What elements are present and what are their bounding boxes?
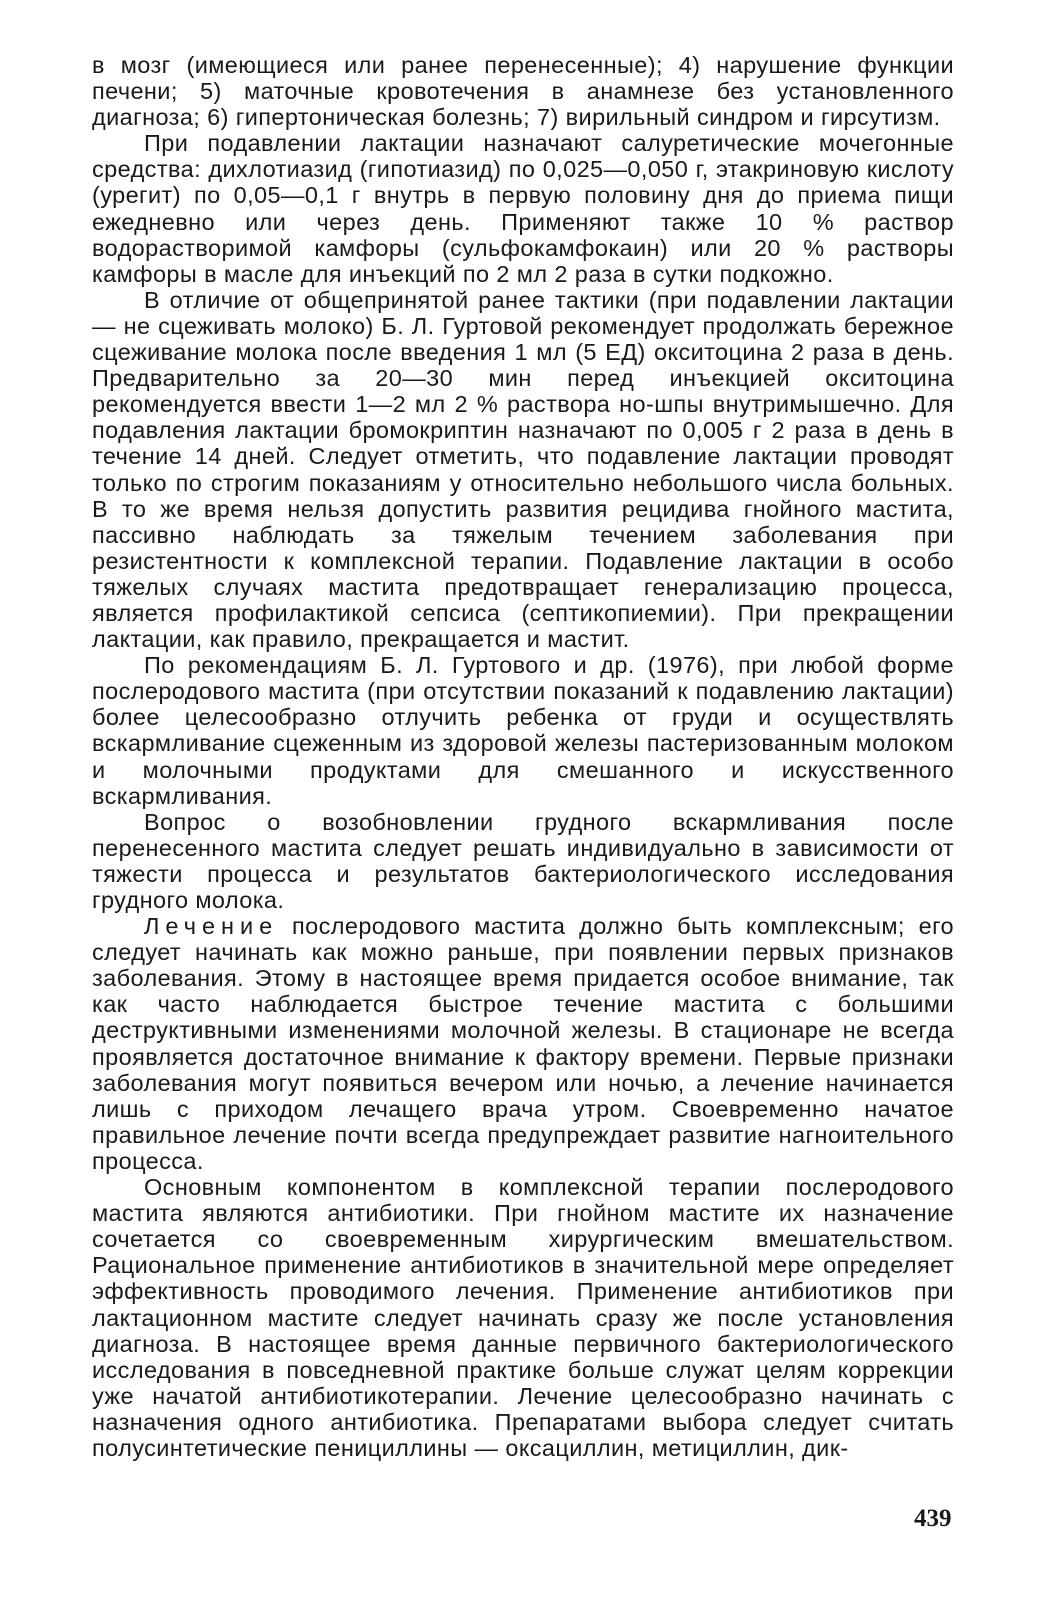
paragraph-treatment [92,913,954,1174]
treatment-lead-word: Лечение [144,913,279,940]
treatment-text: послеродового мастита должно быть комплексным; его следует начинать как можно раньше, при появлении первых признаков заболевания. Этому в настоящее время придается особое внимание, так как часто наблюдается быстрое течение мастита с большими деструктивными изменениями молочной железы. В стационаре не всегда проявляется достаточное внимание к фактору времени. Первые признаки заболевания могут появиться вечером или ночью, а лечение начинается лишь с приходом лечащего врача утром. Своевременно начатое правильное лечение почти всегда предупреждает развитие нагноительного процесса. [92,913,954,1174]
paragraph-contraindications-continued: в мозг (имеющиеся или ранее перенесенные); 4) нарушение функции печени; 5) маточные кровотечения в анамнезе без установленного диагноза; 6) гипертоническая болезнь; 7) вирильный синдром и гирсутизм. [92,52,954,131]
paragraph-breastfeeding-resumption: Вопрос о возобновлении грудного вскармливания после перенесенного мастита следует решать индивидуально в зависимости от тяжести процесса и результатов бактериологического исследования грудного молока. [92,808,954,913]
paragraph-oxytocin: В отличие от общепринятой ранее тактики (при подавлении лактации — не сцеживать молоко) Б. Л. Гуртовой рекомендует продолжать бережное сцеживание молока после введения 1 мл (5 ЕД) окситоцина 2 раза в день. Предварительно за 20—30 мин перед инъекцией окситоцина рекомендуется ввести 1—2 мл 2 % раствора но-шпы внутримышечно. Для подавления лактации бромокриптин назначают по 0,005 г 2 раза в день в течение 14 дней. Следует отметить, что подавление лактации проводят только по строгим показаниям у относительно небольшого числа больных. В то же время нельзя допустить развития рецидива гнойного мастита, пассивно наблюдать за тяжелым течением заболевания при резистентности к комплексной терапии. Подавление лактации в особо тяжелых случаях мастита предотвращает генерализацию процесса, является профилактикой сепсиса (септикопиемии). При прекращении лактации, как правило, прекращается и мастит. [92,286,954,653]
page-number: 439 [914,1505,952,1532]
body-text [92,52,954,1461]
paragraph-diuretics: При подавлении лактации назначают салуретические мочегонные средства: дихлотиазид (гипотиазид) по 0,025—0,050 г, этакриновую кислоту (урегит) по 0,05—0,1 г внутрь в первую половину дня до приема пищи ежедневно или через день. Применяют также 10 % раствор водорастворимой камфоры (сульфокамфокаин) или 20 % растворы камфоры в масле для инъекций по 2 мл 2 раза в сутки подкожно. [92,130,954,287]
paragraph-recommendations: По рекомендациям Б. Л. Гуртового и др. (1976), при любой форме послеродового мастита (при отсутствии показаний к подавлению лактации) более целесообразно отлучить ребенка от груди и осуществлять вскармливание сцеженным из здоровой железы пастеризованным молоком и молочными продуктами для смешанного и искусственного вскармливания. [92,652,954,809]
paragraph-antibiotics: Основным компонентом в комплексной терапии послеродового мастита являются антибиотики. При гнойном мастите их назначение сочетается со своевременным хирургическим вмешательством. Рациональное применение антибиотиков в значительной мере определяет эффективность проводимого лечения. Применение антибиотиков при лактационном мастите следует начинать сразу же после установления диагноза. В настоящее время данные первичного бактериологического исследования в повседневной практике больше служат целям коррекции уже начатой антибиотикотерапии. Лечение целесообразно начинать с назначения одного антибиотика. Препаратами выбора следует считать полусинтетические пенициллины — оксациллин, метициллин, дик- [92,1174,954,1461]
